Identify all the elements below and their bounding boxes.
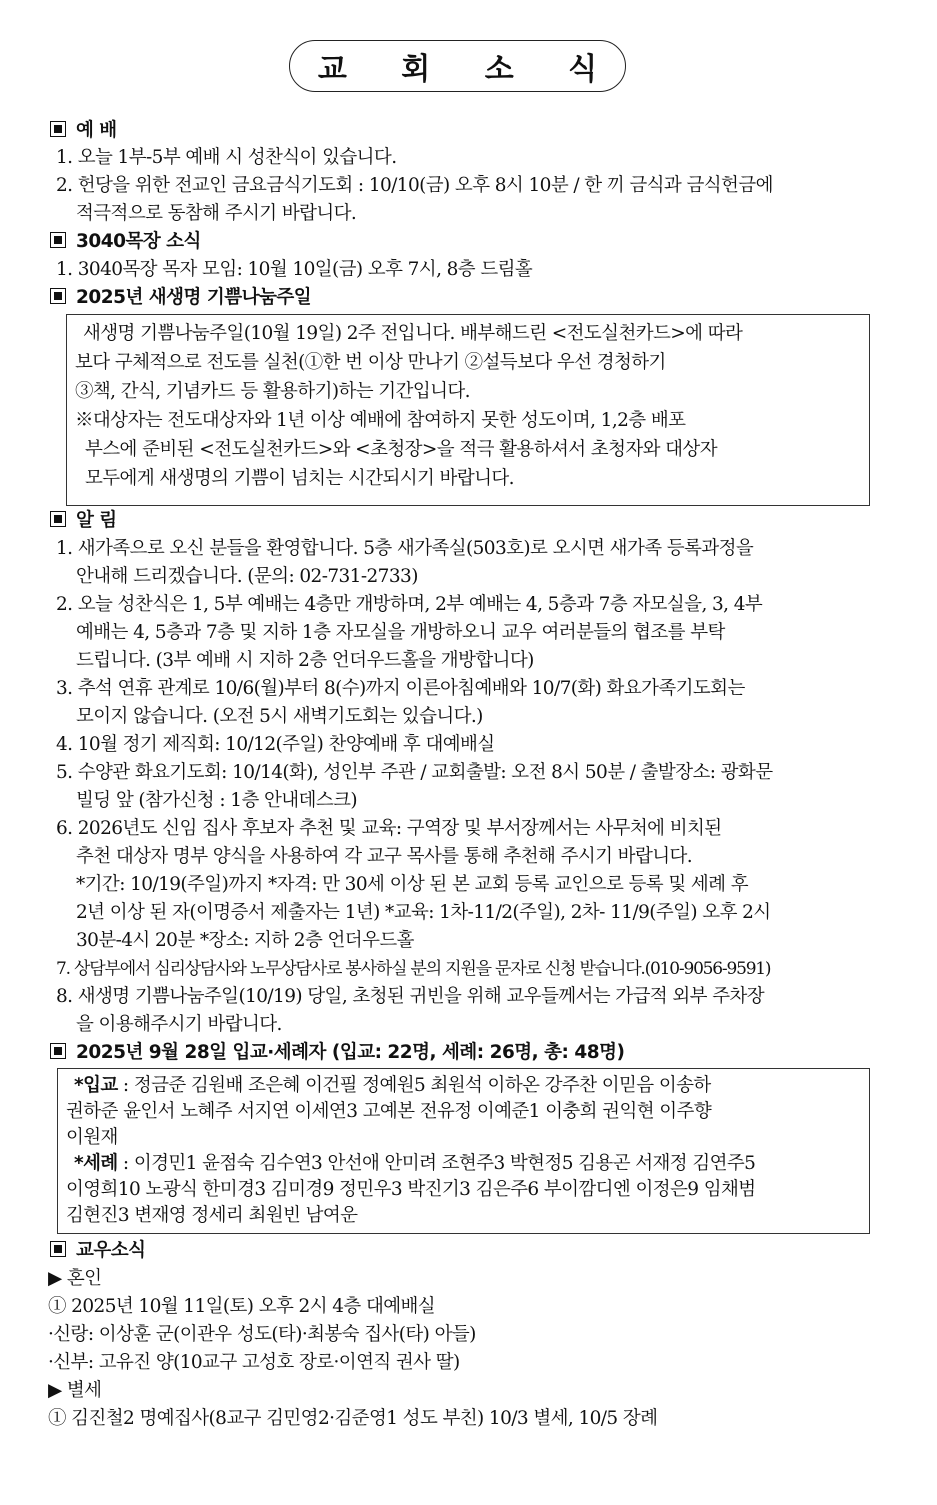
notice-line: 을 이용해주시기 바랍니다.	[76, 1014, 282, 1035]
serye-names-1: : 이경민1 윤점숙 김수연3 안선애 안미려 조현주3 박현정5 김용곤 서재정 김연주5	[117, 1153, 756, 1174]
notice-line: 드립니다. (3부 예배 시 지하 2층 언더우드홀을 개방합니다)	[76, 650, 534, 671]
notice-line: 3. 추석 연휴 관계로 10/6(월)부터 8(수)까지 이른아침예배와 10/7(화) 화요가족기도회는	[56, 678, 745, 699]
newlife-line-2: 보다 구체적으로 전도를 실천(①한 번 이상 만나기 ②설득보다 우선 경청하기	[75, 352, 666, 373]
page-title: 교 회 소 식	[289, 40, 626, 92]
ipgyo-names-1: : 정금준 김원배 조은혜 이건필 정예원5 최원석 이하온 강주찬 이믿음 이송하	[117, 1075, 711, 1096]
wedding-line: ·신부: 고유진 양(10교구 고성호 장로·이연직 권사 딸)	[48, 1352, 460, 1373]
worship-item-2-cont: 적극적으로 동참해 주시기 바랍니다.	[76, 203, 357, 224]
serye-line-3: 김현진3 변재영 정세리 최원빈 남여운	[66, 1205, 358, 1226]
newlife-line-4: ※대상자는 전도대상자와 1년 이상 예배에 참여하지 못한 성도이며, 1,2층 배포	[75, 410, 686, 431]
notice-line: 1. 새가족으로 오신 분들을 환영합니다. 5층 새가족실(503호)로 오시면 새가족 등록과정을	[56, 538, 754, 559]
worship-item-2: 2. 헌당을 위한 전교인 금요금식기도회 : 10/10(금) 오후 8시 10분 / 한 끼 금식과 금식헌금에	[56, 175, 773, 196]
notice-line: 7. 상담부에서 심리상담사와 노무상담사로 봉사하실 분의 지원을 문자로 신청 받습니다.(010-9056-9591)	[56, 959, 771, 979]
mokjang-item-1: 1. 3040목장 목자 모임: 10월 10일(금) 오후 7시, 8층 드림홀	[56, 259, 533, 280]
notice-line: *기간: 10/19(주일)까지 *자격: 만 30세 이상 된 본 교회 등록 교인으로 등록 및 세례 후	[76, 874, 748, 895]
square-bullet-icon	[50, 232, 66, 248]
ipgyo-line-1	[74, 1073, 711, 1099]
funeral-line: ① 김진철2 명예집사(8교구 김민영2·김준영1 성도 부친) 10/3 별세, 10/5 장례	[48, 1408, 658, 1429]
square-bullet-icon	[50, 288, 66, 304]
section-newlife-heading: 2025년 새생명 기쁨나눔주일	[50, 285, 311, 311]
notice-line: 6. 2026년도 신임 집사 후보자 추천 및 교육: 구역장 및 부서장께서는 사무처에 비치된	[56, 818, 722, 839]
square-bullet-icon	[50, 511, 66, 527]
notice-line: 2. 오늘 성찬식은 1, 5부 예배는 4층만 개방하며, 2부 예배는 4, 5층과 7층 자모실을, 3, 4부	[56, 594, 763, 615]
baptism-box	[57, 1068, 870, 1234]
notice-line: 빌딩 앞 (참가신청 : 1층 안내데스크)	[76, 790, 357, 811]
newlife-line-1: 새생명 기쁨나눔주일(10월 19일) 2주 전입니다. 배부해드린 <전도실천카드>에 따라	[83, 323, 743, 344]
notice-line: 추천 대상자 명부 양식을 사용하여 각 교구 목사를 통해 추천해 주시기 바랍니다.	[76, 846, 693, 867]
section-worship-heading: 예 배	[50, 118, 117, 144]
newlife-line-3: ③책, 간식, 기념카드 등 활용하기)하는 기간입니다.	[75, 381, 470, 402]
newlife-box	[66, 314, 870, 506]
square-bullet-icon	[50, 1241, 66, 1257]
newlife-line-5: 부스에 준비된 <전도실천카드>와 <초청장>을 적극 활용하셔서 초청자와 대상자	[85, 439, 717, 460]
worship-item-1: 1. 오늘 1부-5부 예배 시 성찬식이 있습니다.	[56, 147, 397, 168]
wedding-heading: ▶ 혼인	[48, 1268, 102, 1289]
funeral-heading: ▶ 별세	[48, 1380, 102, 1401]
notice-line: 모이지 않습니다. (오전 5시 새벽기도회는 있습니다.)	[76, 706, 483, 727]
notice-line: 4. 10월 정기 제직회: 10/12(주일) 찬양예배 후 대예배실	[56, 734, 495, 755]
section-baptism-heading: 2025년 9월 28일 입교·세례자 (입교: 22명, 세례: 26명, 총: 48명)	[50, 1040, 624, 1066]
serye-label: *세례	[74, 1153, 118, 1174]
notice-line: 30분-4시 20분 *장소: 지하 2층 언더우드홀	[76, 930, 414, 951]
ipgyo-line-3: 이원재	[66, 1127, 118, 1148]
newlife-line-6: 모두에게 새생명의 기쁨이 넘치는 시간되시기 바랍니다.	[85, 468, 514, 489]
square-bullet-icon	[50, 121, 66, 137]
serye-line-1	[74, 1151, 755, 1177]
serye-line-2: 이영희10 노광식 한미경3 김미경9 정민우3 박진기3 김은주6 부이깜디엔 이정은9 임채범	[66, 1179, 756, 1200]
notice-line: 5. 수양관 화요기도회: 10/14(화), 성인부 주관 / 교회출발: 오전 8시 50분 / 출발장소: 광화문	[56, 762, 773, 783]
notice-line: 예배는 4, 5층과 7층 및 지하 1층 자모실을 개방하오니 교우 여러분들의 협조를 부탁	[76, 622, 725, 643]
square-bullet-icon	[50, 1043, 66, 1059]
notice-line: 안내해 드리겠습니다. (문의: 02-731-2733)	[76, 566, 418, 587]
section-members-heading: 교우소식	[50, 1238, 145, 1264]
section-mokjang-heading: 3040목장 소식	[50, 229, 201, 255]
ipgyo-label: *입교	[74, 1075, 118, 1096]
notice-line: 2년 이상 된 자(이명증서 제출자는 1년) *교육: 1차-11/2(주일), 2차- 11/9(주일) 오후 2시	[76, 902, 771, 923]
wedding-line: ① 2025년 10월 11일(토) 오후 2시 4층 대예배실	[48, 1296, 436, 1317]
wedding-line: ·신랑: 이상훈 군(이관우 성도(타)·최봉숙 집사(타) 아들)	[48, 1324, 476, 1345]
section-notice-heading: 알 림	[50, 508, 117, 534]
ipgyo-line-2: 권하준 윤인서 노혜주 서지연 이세연3 고예본 전유정 이예준1 이충희 권익현 이주향	[66, 1101, 712, 1122]
notice-line: 8. 새생명 기쁨나눔주일(10/19) 당일, 초청된 귀빈을 위해 교우들께서는 가급적 외부 주차장	[56, 986, 765, 1007]
